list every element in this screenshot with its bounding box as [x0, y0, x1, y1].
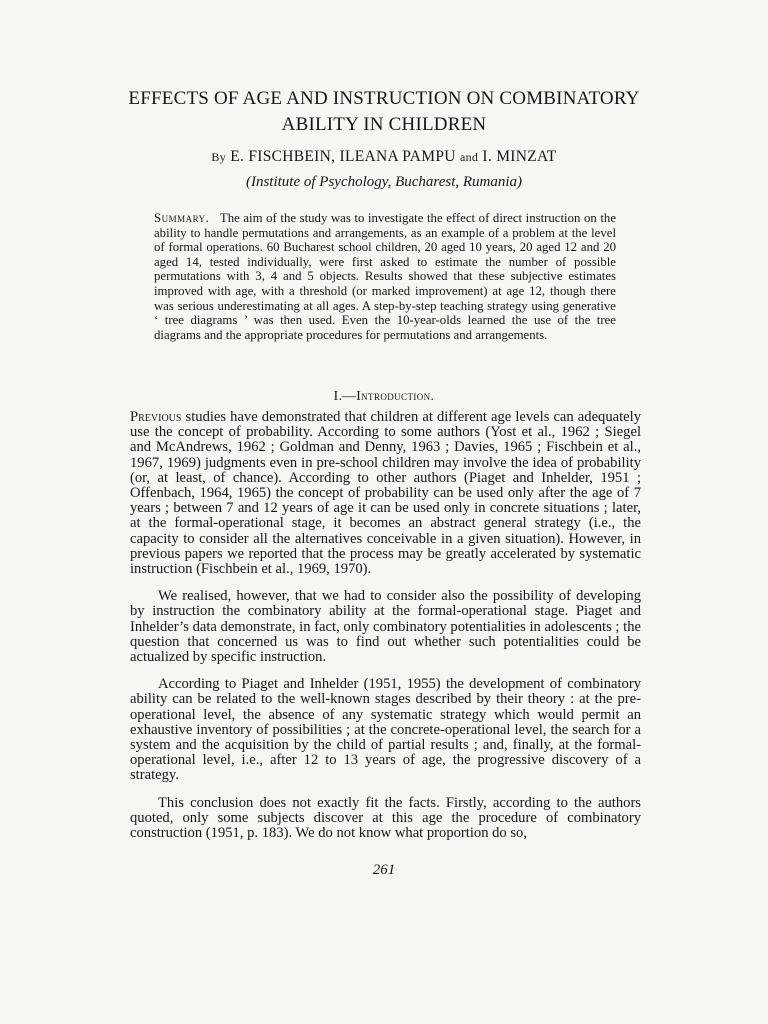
article-title: EFFECTS OF AGE AND INSTRUCTION ON COMBINATORY ABILITY IN CHILDREN	[128, 88, 640, 135]
author-line	[100, 148, 668, 166]
authors-last: I. MINZAT	[482, 148, 557, 165]
paragraph-4: This conclusion does not exactly fit the facts. Firstly, according to the authors quoted, only some subjects discover at this age the procedure of combinatory construction (1951, p. 183). We do not know what proportion do so,	[130, 794, 641, 842]
summary-text: The aim of the study was to investigate the effect of direct instruction on the ability to handle permutations and arrangements, as an example of a problem at the level of formal operations. 60 Bucharest school children, 20 aged 10 years, 20 aged 12 and 20 aged 14, tested individually, were first asked to estimate the number of possible permutations with 3, 4 and 5 objects. Results showed that these subjective estimates improved with age, with a threshold (or marked improvement) at age 12, though there was serious underestimating at all ages. A step-by-step teaching strategy using generative ‘ tree diagrams ’ was then used. Even the 10-year-olds learned the use of the tree diagrams and the appropriate procedures for permutations and arrangements.	[154, 211, 616, 342]
affiliation: (Institute of Psychology, Bucharest, Rumania)	[245, 174, 523, 190]
paragraph-1-lead: Previous	[130, 409, 182, 425]
paragraph-3: According to Piaget and Inhelder (1951, 1955) the development of combinatory ability can be related to the well-known stages described by their theory : at the pre-operational level, the absence of any systematic strategy which would permit an exhaustive inventory of possibilities ; at the concrete-operational level, the search for a system and the acquisition by the child of partial results ; and, finally, at the formal-operational level, i.e., after 12 to 13 years of age, the progressive discovery of a strategy.	[130, 676, 641, 784]
section-heading	[100, 388, 668, 404]
paragraph-2: We realised, however, that we had to consider also the possibility of developing by instruction the combinatory ability at the formal-operational stage. Piaget and Inhelder’s data demonstrate, in fact, only combinatory potentialities in adolescents ; the question that concerned us was to find out whether such potentialities could be actualized by specific instruction.	[130, 588, 641, 666]
section-number: I.—	[333, 388, 357, 403]
summary-abstract	[154, 211, 616, 342]
summary-label: Summary.	[154, 211, 210, 225]
paragraph-1	[130, 410, 641, 577]
and-word: and	[459, 150, 479, 164]
authors-first: E. FISCHBEIN, ILEANA PAMPU	[230, 148, 456, 165]
section-title: Introduction.	[356, 388, 435, 403]
page-number: 261	[372, 862, 396, 878]
body-text	[130, 410, 641, 853]
paragraph-1-text: studies have demonstrated that children at different age levels can adequately use the concept of probability. According to some authors (Yost et al., 1962 ; Siegel and McAndrews, 1962 ; Goldman and Denny, 1963 ; Davies, 1965 ; Fischbein et al., 1967, 1969) judgments even in pre-school children may involve the idea of probability (or, at least, of chance). According to other authors (Piaget and Inhelder, 1951 ; Offenbach, 1964, 1965) the concept of probability can be used only after the age of 7 years ; between 7 and 12 years of age it can be used only in concrete situations ; later, at the formal-operational stage, it becomes an abstract general strategy (i.e., the capacity to consider all the alternatives conceivable in a given situation). However, in previous papers we reported that the process may be greatly accelerated by systematic instruction (Fischbein et al., 1969, 1970).	[130, 409, 641, 578]
by-word: By	[211, 150, 227, 164]
